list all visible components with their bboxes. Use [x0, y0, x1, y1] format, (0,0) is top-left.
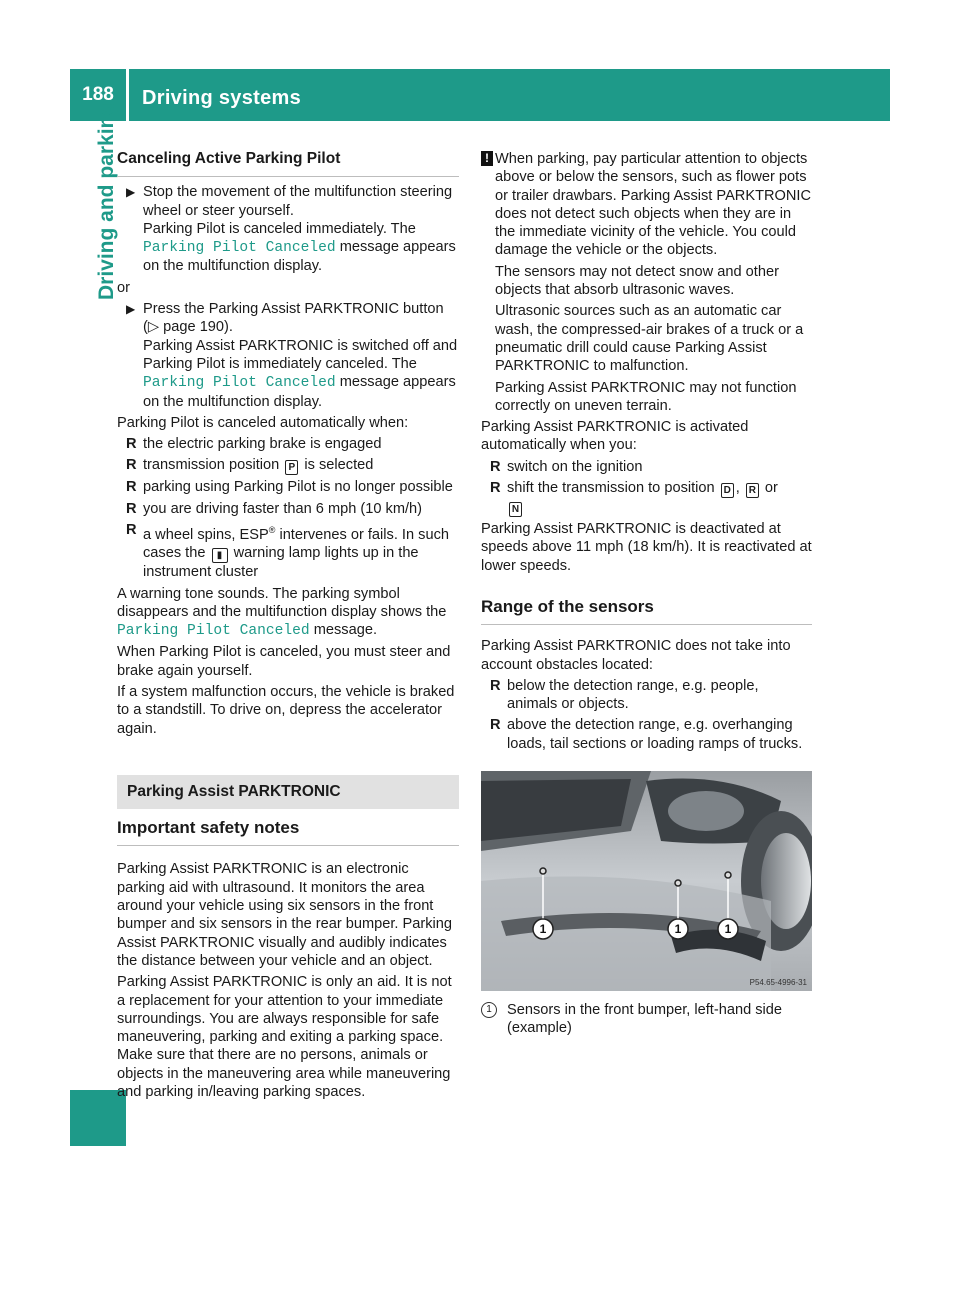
steer-again-text: When Parking Pilot is canceled, you must steer and brake again yourself. — [117, 644, 451, 679]
gear-r-key-icon: R — [746, 483, 759, 498]
list-item: R the electric parking brake is engaged — [126, 436, 382, 453]
gear-p-key-icon: P — [285, 460, 298, 475]
deactivation-text: Parking Assist PARKTRONIC is deactivated at speeds above 11 mph (18 km/h). It is reactivated at lower speeds. — [481, 521, 812, 574]
page-reference[interactable]: page 190). — [163, 319, 233, 336]
safety-paragraph: Parking Assist PARKTRONIC is an electronic parking aid with ultrasound. It monitors the area around your vehicle using six sensors in the front bumper and six sensors in the rear bumper. Parking Assist PARKTRONIC visually and audibly indicates the distance between your vehicle and an object. — [117, 861, 453, 969]
header-separator — [126, 69, 129, 121]
list-item: R you are driving faster than 6 mph (10 km/h) — [126, 500, 423, 517]
left-column — [117, 150, 459, 1104]
safety-heading: Important safety notes — [117, 815, 459, 846]
gear-d-key-icon: D — [721, 483, 734, 498]
section-heading: Parking Assist PARKTRONIC — [117, 775, 459, 809]
display-message: Parking Pilot Canceled — [143, 375, 336, 392]
display-message: Parking Pilot Canceled — [117, 623, 310, 640]
auto-cancel-intro: Parking Pilot is canceled automatically when: — [117, 414, 409, 431]
step-arrow-icon: ▶ — [126, 185, 136, 200]
cancel-heading: Canceling Active Parking Pilot — [117, 150, 459, 177]
list-item: R transmission position P is selected — [126, 457, 374, 474]
list-item: R switch on the ignition — [490, 458, 643, 475]
callout-label: 1 — [674, 922, 682, 937]
callout-label: 1 — [539, 922, 547, 937]
photo-code: P54.65-4996-31 — [749, 978, 807, 988]
activation-intro: Parking Assist PARKTRONIC is activated automatically when you: — [481, 419, 749, 454]
instruction-step: ▶ Press the Parking Assist PARKTRONIC button (▷ page 190). Parking Assist PARKTRONIC is switched off and Parking Pilot is immediately canceled. The Parking Pilot Canceled message appears on the multifunction display. — [126, 301, 458, 410]
list-item: R shift the transmission to position D , R or N — [490, 480, 778, 516]
skidding-car-warning-icon: ▮ — [212, 548, 228, 563]
list-item: R above the detection range, e.g. overhanging loads, tail sections or loading ramps of trucks. — [490, 717, 803, 752]
warning-tone-text: A warning tone sounds. The parking symbol disappears and the multifunction display shows the Parking Pilot Canceled message. — [117, 585, 447, 640]
side-tab-label: Driving and parking — [95, 102, 118, 300]
warning-note: ! When parking, pay particular attention to objects above or below the sensors, such as flower pots or trailer drawbars. Parking Assist PARKTRONIC does not detect such objects when they are in the immediate vicinity of the vehicle. You could damage the vehicle or the objects. The sensors may not detect snow and other objects that absorb ultrasonic waves. Ultrasonic sources such as an automatic car wash, the compressed-air brakes of a truck or a pneumatic drill could cause Parking Assist PARKTRONIC to malfunction. Parking Assist PARKTRONIC may not function correctly on uneven terrain. — [481, 150, 812, 415]
warning-icon: ! — [481, 151, 493, 166]
safety-paragraph: Parking Assist PARKTRONIC is only an aid. It is not a replacement for your attention to your immediate surroundings. You are always responsible for safe maneuvering, parking and exiting a parking space. Make sure that there are no persons, animals or objects in the maneuvering area while maneuvering and parking in/leaving parking spaces. — [117, 974, 452, 1101]
callout-label: 1 — [724, 922, 732, 937]
or-text: or — [117, 279, 130, 296]
right-column — [481, 150, 812, 1038]
range-intro: Parking Assist PARKTRONIC does not take into account obstacles located: — [481, 638, 791, 673]
step-arrow-icon: ▶ — [126, 302, 136, 317]
gear-n-key-icon: N — [509, 502, 522, 517]
list-item: R a wheel spins, ESP® intervenes or fails. In such cases the ▮ warning lamp lights up in the instrument cluster — [126, 522, 449, 581]
page-ref-arrow-icon: ▷ — [147, 319, 160, 336]
list-item: R below the detection range, e.g. people, animals or objects. — [490, 677, 759, 713]
callout-number-icon: 1 — [481, 1002, 497, 1018]
figure-caption: 1 Sensors in the front bumper, left-hand side (example) — [481, 1001, 812, 1038]
chapter-title: Driving systems — [142, 87, 302, 109]
malfunction-text: If a system malfunction occurs, the vehicle is braked to a standstill. To drive on, depress the accelerator again. — [117, 683, 455, 737]
car-bumper-photo — [481, 771, 812, 991]
instruction-step: ▶ Stop the movement of the multifunction steering wheel or steer yourself. Parking Pilot is canceled immediately. The Parking Pilot Canceled message appears on the multifunction display. — [126, 184, 456, 275]
display-message: Parking Pilot Canceled — [143, 240, 336, 257]
list-item: R parking using Parking Pilot is no longer possible — [126, 479, 453, 496]
range-heading: Range of the sensors — [481, 598, 812, 625]
page-number: 188 — [82, 84, 114, 105]
